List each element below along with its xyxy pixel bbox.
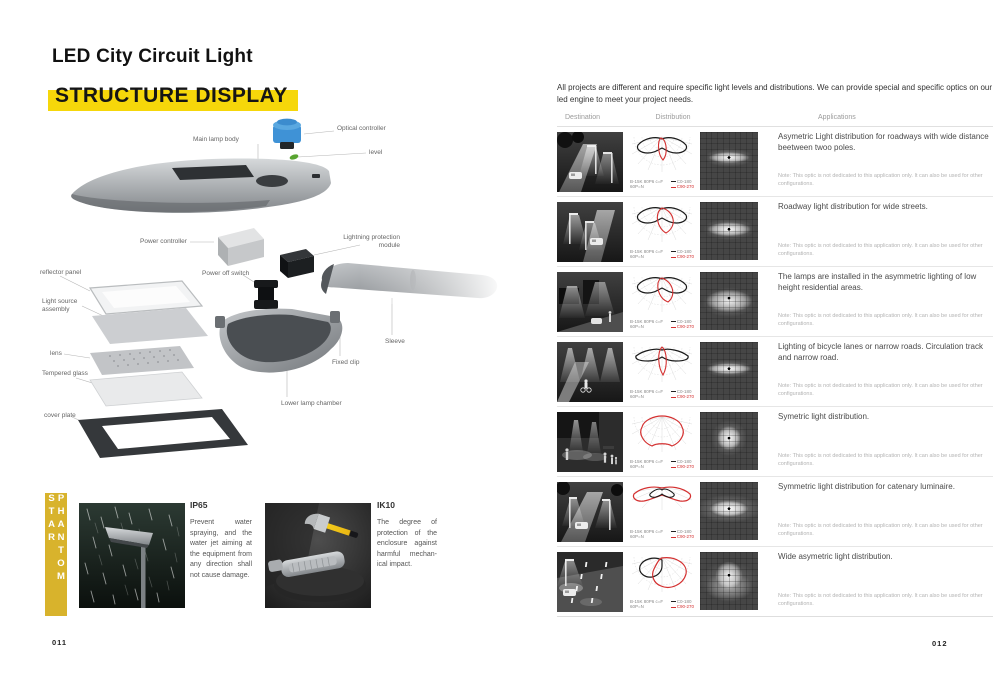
column-header-applications: Applications [818,114,856,122]
brand-banner [45,493,67,616]
lens-part [90,346,194,375]
destination-photo [557,412,623,470]
destination-photo [557,272,623,330]
polar-caption: B-15K 80P6 c=F 60P=N C0-180 C90-270 [630,598,694,610]
beam-footprint-grid [700,412,758,470]
part-label-main-lamp-body: Main lamp body [193,136,239,143]
part-label-lens: lens [50,350,62,357]
intro-text: All projects are different and require specific light levels and distributions. We can provide special and specific optics on our led engine to meet your project needs. [557,83,993,104]
destination-photo [557,482,623,540]
polar-caption: B-15K 80P6 c=F 60P=N C0-180 C90-270 [630,248,694,260]
level-part [289,153,299,160]
ik10-block [377,500,437,571]
part-label-sleeve: Sleeve [385,338,405,345]
main-lamp-body-part [71,159,331,213]
part-label-tempered-glass: Tempered glass [42,370,88,377]
page-title: LED City Circuit Light [52,46,253,67]
ik10-text: The degree of protection of the enclosure against harmful mechan- ical impact. [377,519,437,568]
part-label-level: level [369,149,383,156]
table-row [557,197,993,267]
part-label-power-off-switch: Power off switch [202,270,250,277]
distribution-polar [630,202,694,260]
note-text: Note: This optic is not dedicated to this application only. It can also be used for other configurations. [778,592,983,607]
page-number-right: 012 [932,639,948,648]
optics-table-page [557,82,993,617]
distribution-polar [630,482,694,540]
optical-controller-part [273,119,301,149]
distribution-polar [630,412,694,470]
application-text: Asymetric Light distribution for roadways with wide distance beetween twoo poles. [778,132,989,152]
exploded-diagram-graphic [30,108,535,476]
distribution-polar [630,342,694,400]
distribution-polar [630,272,694,330]
polar-caption: B-15K 80P6 c=F 60P=N C0-180 C90-270 [630,458,694,470]
part-label-optical-controller: Optical controller [337,125,386,132]
part-label-lightning-protection-module: Lightning protection module [343,234,400,249]
power-off-switch-part [254,280,278,309]
part-label-reflector-panel: reflector panel [40,269,82,276]
power-controller-part [218,228,264,266]
beam-footprint-grid [700,272,758,330]
destination-photo [557,132,623,190]
legend-c90: C90-270 [676,184,694,190]
beam-footprint-grid [700,342,758,400]
ip65-text: Prevent water spraying, and the water jet aiming at the equipment from any direction shall not cause damage. [190,519,252,579]
section-title: STRUCTURE DISPLAY [48,84,298,111]
distribution-polar [630,552,694,610]
note-text: Note: This optic is not dedicated to this application only. It can also be used for other configurations. [778,522,983,537]
application-text: The lamps are installed in the asymmetric lighting of low height residential areas. [778,272,977,292]
table-header [557,114,993,127]
exploded-structure-diagram [30,108,535,476]
polar-caption: B-15K 80P6 c=F 60P=N C0-180 C90-270 [630,178,694,190]
column-header-destination: Destination [565,114,601,122]
note-text: Note: This optic is not dedicated to this application only. It can also be used for other configurations. [778,382,983,397]
table-row [557,127,993,197]
part-label-lower-lamp-chamber: Lower lamp chamber [281,400,342,407]
table-row [557,407,993,477]
beam-footprint-grid [700,132,758,190]
ip65-block [190,500,252,581]
page-number-left: 011 [52,638,68,647]
note-text: Note: This optic is not dedicated to this application only. It can also be used for other configurations. [778,172,983,187]
destination-photo [557,342,623,400]
table-row [557,547,993,617]
table-row [557,267,993,337]
ik10-title: IK10 [377,500,395,510]
application-text: Symmetric light distribution for catenary luminaire. [778,482,955,492]
brand-banner-label: PHANTOM STAR [46,493,67,584]
table-row [557,337,993,407]
application-text: Lighting of bicycle lanes or narrow roads. Circulation track and narrow road. [778,342,983,362]
lower-lamp-chamber-part [215,309,342,373]
ip65-title: IP65 [190,500,208,510]
part-label-cover-plate: cover plate [44,412,76,419]
beam-footprint-grid [700,552,758,610]
polar-caption: B-15K 80P6 c=F 60P=N C0-180 C90-270 [630,388,694,400]
beam-footprint-grid [700,482,758,540]
table-row [557,477,993,547]
part-label-fixed-clip: Fixed clip [332,359,360,366]
beam-footprint-grid [700,202,758,260]
note-text: Note: This optic is not dedicated to this application only. It can also be used for other configurations. [778,312,983,327]
polar-caption: B-15K 80P6 c=F 60P=N C0-180 C90-270 [630,318,694,330]
application-text: Symetric light distribution. [778,412,870,422]
lightning-protection-module-part [280,249,314,278]
column-header-distribution: Distribution [655,114,691,122]
destination-photo [557,552,623,610]
note-text: Note: This optic is not dedicated to this application only. It can also be used for other configurations. [778,452,983,467]
cover-plate-part [78,409,248,458]
part-label-light-source-assembly: Light source assembly [42,298,78,313]
tempered-glass-part [90,372,202,406]
distribution-polar [630,132,694,190]
part-label-power-controller: Power controller [140,238,187,245]
polar-caption: B-15K 80P6 c=F 60P=N C0-180 C90-270 [630,528,694,540]
application-text: Roadway light distribution for wide streets. [778,202,928,212]
note-text: Note: This optic is not dedicated to this application only. It can also be used for other configurations. [778,242,983,257]
application-text: Wide asymetric light distribution. [778,552,893,562]
ip65-rain-photo [79,503,185,608]
destination-photo [557,202,623,260]
ik10-hammer-photo [265,503,371,608]
sleeve-arm-part [321,258,505,304]
legend-c0: C0-180 [676,178,692,184]
